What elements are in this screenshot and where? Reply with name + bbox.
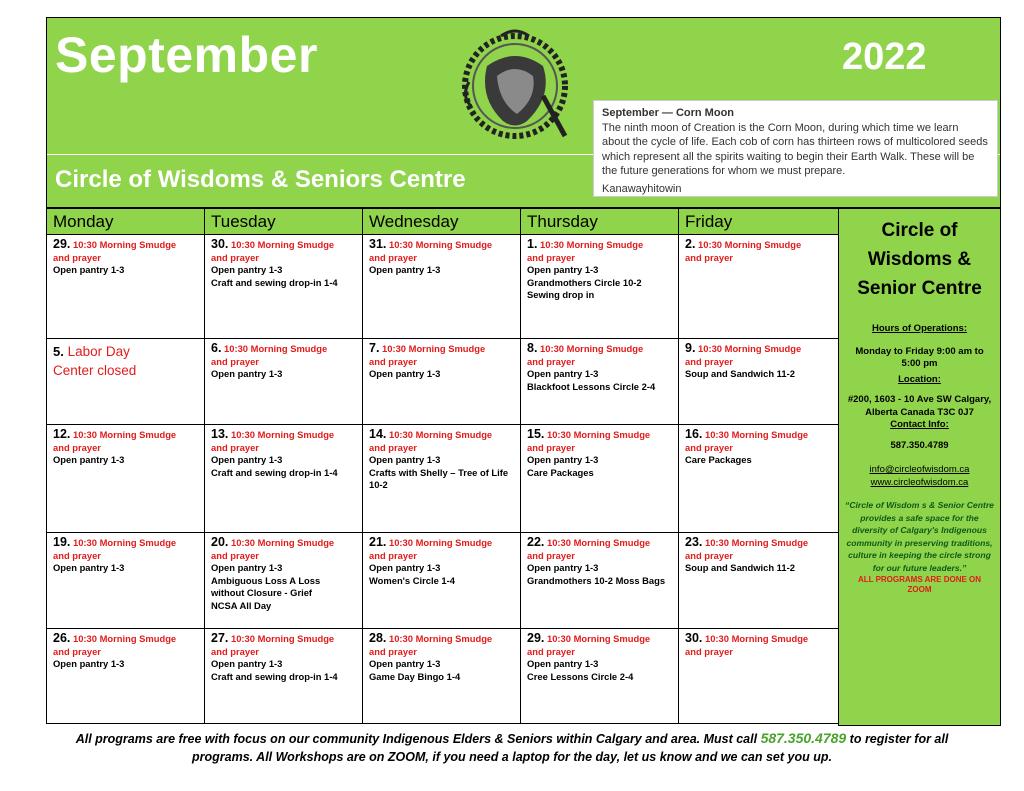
- day-number: 22.: [527, 535, 545, 549]
- day-cell: [205, 235, 363, 339]
- corn-moon-box: [593, 100, 998, 197]
- week-row: [47, 629, 839, 724]
- day-number: 1.: [527, 237, 538, 251]
- zoom-note: ALL PROGRAMS ARE DONE ON ZOOM: [857, 575, 982, 594]
- smudge-event: 10:30 Morning Smudge: [705, 537, 809, 548]
- day-cell: [679, 533, 839, 629]
- day-cell: [679, 235, 839, 339]
- event-note: Open pantry 1-3: [211, 562, 283, 573]
- dreamcatcher-logo-icon: [457, 26, 575, 148]
- day-cell: [205, 629, 363, 724]
- event-note: Open pantry 1-3: [369, 368, 441, 379]
- event-note: Open pantry 1-3: [211, 368, 283, 379]
- smudge-prayer: and prayer: [53, 645, 101, 657]
- event-note: Care Packages: [527, 466, 594, 478]
- smudge-prayer: and prayer: [369, 251, 417, 263]
- smudge-event: 10:30 Morning Smudge: [705, 429, 809, 440]
- event-note: Blackfoot Lessons Circle 2-4: [527, 380, 656, 392]
- smudge-event: 10:30 Morning Smudge: [547, 537, 651, 548]
- smudge-prayer: and prayer: [211, 549, 259, 561]
- day-number: 16.: [685, 427, 703, 441]
- day-cell: [205, 339, 363, 425]
- calendar-weeks: [47, 235, 839, 724]
- day-number: 20.: [211, 535, 229, 549]
- moon-text: The ninth moon of Creation is the Corn Moon, during which time we learn about the cycle of life. Each cob of corn has thirteen rows of multicolored seeds which represent all the spirits waiting to begin their Earth Walk. These will be the future generations for whom we must prepare.: [602, 121, 988, 177]
- smudge-prayer: and prayer: [211, 645, 259, 657]
- smudge-prayer: and prayer: [369, 441, 417, 453]
- website-link[interactable]: www.circleofwisdom.ca: [870, 476, 969, 488]
- smudge-event: 10:30 Morning Smudge: [547, 633, 651, 644]
- smudge-event: 10:30 Morning Smudge: [231, 429, 335, 440]
- smudge-event: 10:30 Morning Smudge: [73, 429, 177, 440]
- day-cell: [521, 533, 679, 629]
- day-number: 29.: [527, 631, 545, 645]
- day-cell: [363, 629, 521, 724]
- smudge-event: 10:30 Morning Smudge: [540, 239, 644, 250]
- footer-note: [52, 729, 972, 766]
- day-number: 13.: [211, 427, 229, 441]
- day-cell: [47, 235, 205, 339]
- event-note: Grandmothers 10-2 Moss Bags: [527, 574, 666, 586]
- event-note: Open pantry 1-3: [53, 562, 125, 573]
- day-cell: [205, 425, 363, 533]
- smudge-prayer: and prayer: [527, 355, 575, 367]
- smudge-prayer: and prayer: [685, 549, 733, 561]
- sidebar-title: Circle of Wisdoms & Senior Centre: [857, 220, 982, 299]
- event-note: Open pantry 1-3: [369, 454, 441, 465]
- moon-author: Kanawayhitowin: [602, 182, 682, 195]
- event-note: Craft and sewing drop-in 1-4: [211, 670, 338, 682]
- day-number: 30.: [211, 237, 229, 251]
- day-cell: [47, 533, 205, 629]
- weekday-header-row: [47, 209, 839, 235]
- month-title: September: [55, 27, 318, 83]
- event-note: Open pantry 1-3: [53, 658, 125, 669]
- calendar-header: [46, 17, 1001, 208]
- smudge-event: 10:30 Morning Smudge: [547, 429, 651, 440]
- event-note: Open pantry 1-3: [211, 658, 283, 669]
- day-cell: [521, 629, 679, 724]
- day-number: 30.: [685, 631, 703, 645]
- day-number: 6.: [211, 341, 222, 355]
- event-note: Open pantry 1-3: [527, 368, 599, 379]
- mission-quote: “Circle of Wisdom s & Senior Centre provides a safe space for the diversity of Calgary's Indigenous community in preserving traditions, culture in keeping the circle strong for our future leaders.”: [845, 500, 994, 573]
- day-cell: [363, 235, 521, 339]
- day-number: 28.: [369, 631, 387, 645]
- week-row: [47, 235, 839, 339]
- day-cell: [363, 339, 521, 425]
- week-row: [47, 533, 839, 629]
- day-number: 8.: [527, 341, 538, 355]
- event-note: Crafts with Shelly – Tree of Life 10-2: [369, 466, 509, 490]
- event-note: Women's Circle 1-4: [369, 574, 455, 586]
- smudge-event: 10:30 Morning Smudge: [73, 537, 177, 548]
- hours-value: Monday to Friday 9:00 am to 5:00 pm: [855, 345, 984, 369]
- weekday-friday: Friday: [679, 209, 839, 235]
- smudge-prayer: and prayer: [527, 441, 575, 453]
- day-cell: [47, 629, 205, 724]
- smudge-prayer: and prayer: [369, 645, 417, 657]
- event-note: Craft and sewing drop-in 1-4: [211, 466, 338, 478]
- event-note: Open pantry 1-3: [527, 658, 599, 669]
- day-number: 9.: [685, 341, 696, 355]
- smudge-prayer: and prayer: [685, 441, 733, 453]
- day-number: 15.: [527, 427, 545, 441]
- event-note: Open pantry 1-3: [369, 264, 441, 275]
- event-note: Game Day Bingo 1-4: [369, 670, 461, 682]
- event-note: NCSA All Day: [211, 599, 272, 611]
- day-cell: [679, 629, 839, 724]
- smudge-event: 10:30 Morning Smudge: [224, 343, 328, 354]
- smudge-event: 10:30 Morning Smudge: [231, 537, 335, 548]
- smudge-prayer: and prayer: [211, 441, 259, 453]
- phone-value: 587.350.4789: [890, 439, 949, 451]
- day-number: 31.: [369, 237, 387, 251]
- day-number: 23.: [685, 535, 703, 549]
- event-note: Care Packages: [685, 454, 752, 465]
- day-cell: [521, 425, 679, 533]
- event-note: Cree Lessons Circle 2-4: [527, 670, 634, 682]
- holiday-closed-note: Center closed: [53, 363, 137, 378]
- event-note: Ambiguous Loss A Loss without Closure - Grief: [211, 574, 321, 598]
- day-number: 19.: [53, 535, 71, 549]
- day-cell: [521, 339, 679, 425]
- day-number: 29.: [53, 237, 71, 251]
- event-note: Soup and Sandwich 11-2: [685, 562, 795, 573]
- event-note: Open pantry 1-3: [53, 454, 125, 465]
- email-link[interactable]: info@circleofwisdom.ca: [869, 464, 970, 475]
- day-cell: [205, 533, 363, 629]
- event-note: Open pantry 1-3: [53, 264, 125, 275]
- smudge-prayer: and prayer: [53, 441, 101, 453]
- holiday-label: Labor Day: [67, 344, 130, 359]
- smudge-event: 10:30 Morning Smudge: [73, 633, 177, 644]
- day-number: 27.: [211, 631, 229, 645]
- weekday-thursday: Thursday: [521, 209, 679, 235]
- smudge-prayer: and prayer: [369, 355, 417, 367]
- week-row: [47, 339, 839, 425]
- smudge-event: 10:30 Morning Smudge: [540, 343, 644, 354]
- smudge-event: 10:30 Morning Smudge: [382, 343, 486, 354]
- weekday-wednesday: Wednesday: [363, 209, 521, 235]
- day-number: 2.: [685, 237, 696, 251]
- weekday-tuesday: Tuesday: [205, 209, 363, 235]
- day-number: 7.: [369, 341, 380, 355]
- smudge-event: 10:30 Morning Smudge: [231, 633, 335, 644]
- smudge-event: 10:30 Morning Smudge: [231, 239, 335, 250]
- event-note: Open pantry 1-3: [369, 562, 441, 573]
- smudge-prayer: and prayer: [685, 355, 733, 367]
- footer-phone: 587.350.4789: [760, 730, 847, 746]
- address-value: #200, 1603 - 10 Ave SW Calgary, Alberta Canada T3C 0J7: [847, 394, 992, 418]
- smudge-event: 10:30 Morning Smudge: [73, 239, 177, 250]
- day-cell: [521, 235, 679, 339]
- event-note: Sewing drop in: [527, 289, 595, 300]
- event-note: Craft and sewing drop-in 1-4: [211, 276, 338, 288]
- day-cell: [679, 339, 839, 425]
- smudge-event: 10:30 Morning Smudge: [389, 537, 493, 548]
- smudge-event: 10:30 Morning Smudge: [389, 633, 493, 644]
- hours-label: Hours of Operations:: [871, 323, 967, 334]
- smudge-prayer: and prayer: [211, 355, 259, 367]
- event-note: Open pantry 1-3: [527, 562, 599, 573]
- smudge-event: 10:30 Morning Smudge: [698, 239, 802, 250]
- day-cell: [47, 425, 205, 533]
- smudge-event: 10:30 Morning Smudge: [389, 239, 493, 250]
- contact-label: Contact Info:: [890, 419, 949, 430]
- smudge-prayer: and prayer: [527, 645, 575, 657]
- day-cell: [363, 425, 521, 533]
- smudge-prayer: and prayer: [527, 549, 575, 561]
- day-number: 14.: [369, 427, 387, 441]
- location-label: Location:: [898, 373, 941, 385]
- centre-name: Circle of Wisdoms & Seniors Centre: [55, 166, 466, 193]
- smudge-prayer: and prayer: [527, 251, 575, 263]
- event-note: Open pantry 1-3: [211, 264, 283, 275]
- event-note: Open pantry 1-3: [527, 264, 599, 275]
- smudge-prayer: and prayer: [369, 549, 417, 561]
- year-title: 2022: [842, 36, 927, 78]
- weekday-monday: Monday: [47, 209, 205, 235]
- footer-text-1: All programs are free with focus on our community Indigenous Elders & Seniors within Calgary and area. Must call: [75, 732, 761, 746]
- smudge-prayer: and prayer: [211, 251, 259, 263]
- smudge-prayer: and prayer: [53, 549, 101, 561]
- calendar-grid: [46, 208, 839, 724]
- smudge-event: 10:30 Morning Smudge: [705, 633, 809, 644]
- smudge-prayer: and prayer: [685, 645, 733, 657]
- smudge-event: 10:30 Morning Smudge: [698, 343, 802, 354]
- smudge-prayer: and prayer: [53, 251, 101, 263]
- event-note: Open pantry 1-3: [369, 658, 441, 669]
- event-note: Open pantry 1-3: [527, 454, 599, 465]
- week-row: [47, 425, 839, 533]
- day-cell: [679, 425, 839, 533]
- day-number: 12.: [53, 427, 71, 441]
- event-note: Grandmothers Circle 10-2: [527, 276, 642, 288]
- event-note: Soup and Sandwich 11-2: [685, 368, 795, 379]
- day-cell: [47, 339, 205, 425]
- day-number: 26.: [53, 631, 71, 645]
- moon-title: September — Corn Moon: [602, 107, 735, 119]
- day-number: 5.: [53, 344, 64, 359]
- smudge-event: 10:30 Morning Smudge: [389, 429, 493, 440]
- footer-text-2: to register for all programs. All Workshops are on ZOOM, if you need a laptop for the day, let us know and we can set you up.: [192, 732, 949, 764]
- smudge-prayer: and prayer: [685, 251, 733, 263]
- event-note: Open pantry 1-3: [211, 454, 283, 465]
- centre-info-sidebar: [838, 208, 1001, 726]
- day-number: 21.: [369, 535, 387, 549]
- day-cell: [363, 533, 521, 629]
